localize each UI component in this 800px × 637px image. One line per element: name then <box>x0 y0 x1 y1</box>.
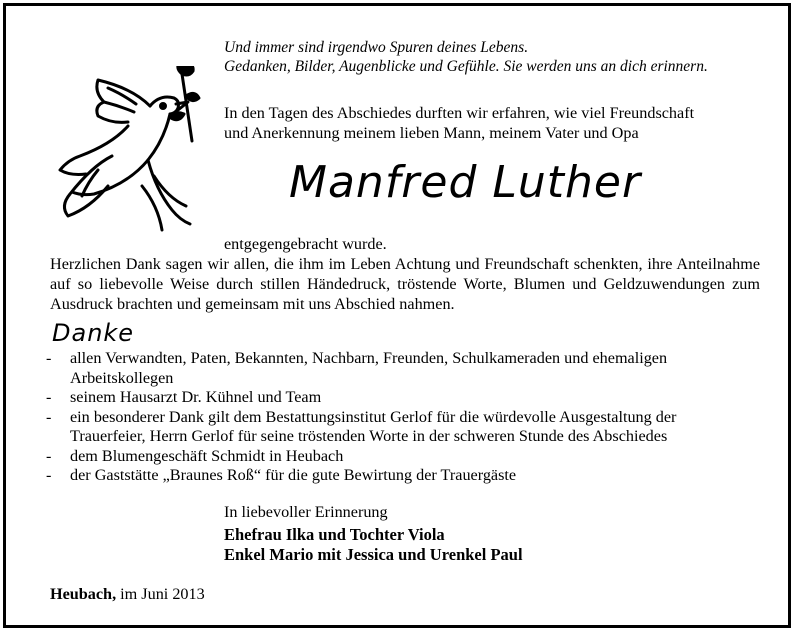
list-item-line: allen Verwandten, Paten, Bekannten, Nachbarn, Freunden, Schulkameraden und ehemaligen <box>70 349 668 367</box>
place-date <box>50 584 205 604</box>
obituary-frame <box>3 3 791 628</box>
list-dash: - <box>46 446 52 465</box>
poem-line: Und immer sind irgendwo Spuren deines Lebens. <box>224 39 529 56</box>
list-item-line: Arbeitskollegen <box>70 368 174 387</box>
list-item <box>46 388 762 408</box>
thanks-paragraph: Herzlichen Dank sagen wir allen, die ihm im Leben Achtung und Freundschaft schenkten, ihre Anteilnahme auf so liebevolle Weise durch stillen Händedruck, tröstende Worte, Blumen und Geldzuwendungen zum Ausdruck brachten und gemeinsam mit uns Abschied nahmen. <box>50 255 760 313</box>
family-line: Enkel Mario mit Jessica und Urenkel Paul <box>224 545 523 564</box>
intro-line: und Anerkennung meinem lieben Mann, meinem Vater und Opa <box>224 124 639 142</box>
list-item <box>46 349 762 388</box>
memory-text: In liebevoller Erinnerung <box>224 503 388 521</box>
family-signature <box>224 525 523 565</box>
list-dash: - <box>46 466 52 484</box>
list-dash: - <box>46 349 52 367</box>
poem <box>224 38 708 76</box>
intro-line: In den Tagen des Abschiedes durften wir erfahren, wie viel Freundschaft <box>224 104 695 122</box>
date-text: im Juni 2013 <box>116 585 205 603</box>
dove-with-rose-icon <box>50 66 220 241</box>
place-name: Heubach, <box>50 585 117 603</box>
list-dash: - <box>46 388 52 406</box>
list-item-line: seinem Hausarzt Dr. Kühnel und Team <box>70 388 322 406</box>
list-item-line: der Gaststätte „Braunes Roß“ für die gute Bewirtung der Trauergäste <box>70 466 517 484</box>
family-line: Ehefrau Ilka und Tochter Viola <box>224 525 445 544</box>
intro-text <box>224 103 694 143</box>
danke-list <box>46 349 762 486</box>
list-item <box>46 466 762 486</box>
list-item-line: Trauerfeier, Herrn Gerlof für seine tröstenden Worte in der schweren Stunde des Abschiedes <box>70 427 668 445</box>
list-item <box>46 408 762 447</box>
list-item-line: dem Blumengeschäft Schmidt in Heubach <box>70 446 344 465</box>
danke-heading: Danke <box>52 319 135 347</box>
deceased-name: Manfred Luther <box>289 157 642 208</box>
list-dash: - <box>46 407 52 426</box>
received-text: entgegengebracht wurde. <box>224 235 387 253</box>
poem-line: Gedanken, Bilder, Augenblicke und Gefühle. Sie werden uns an dich erinnern. <box>224 58 708 75</box>
list-item <box>46 447 762 467</box>
list-item-line: ein besonderer Dank gilt dem Bestattungsinstitut Gerlof für die würdevolle Ausgestaltung der <box>70 407 677 426</box>
